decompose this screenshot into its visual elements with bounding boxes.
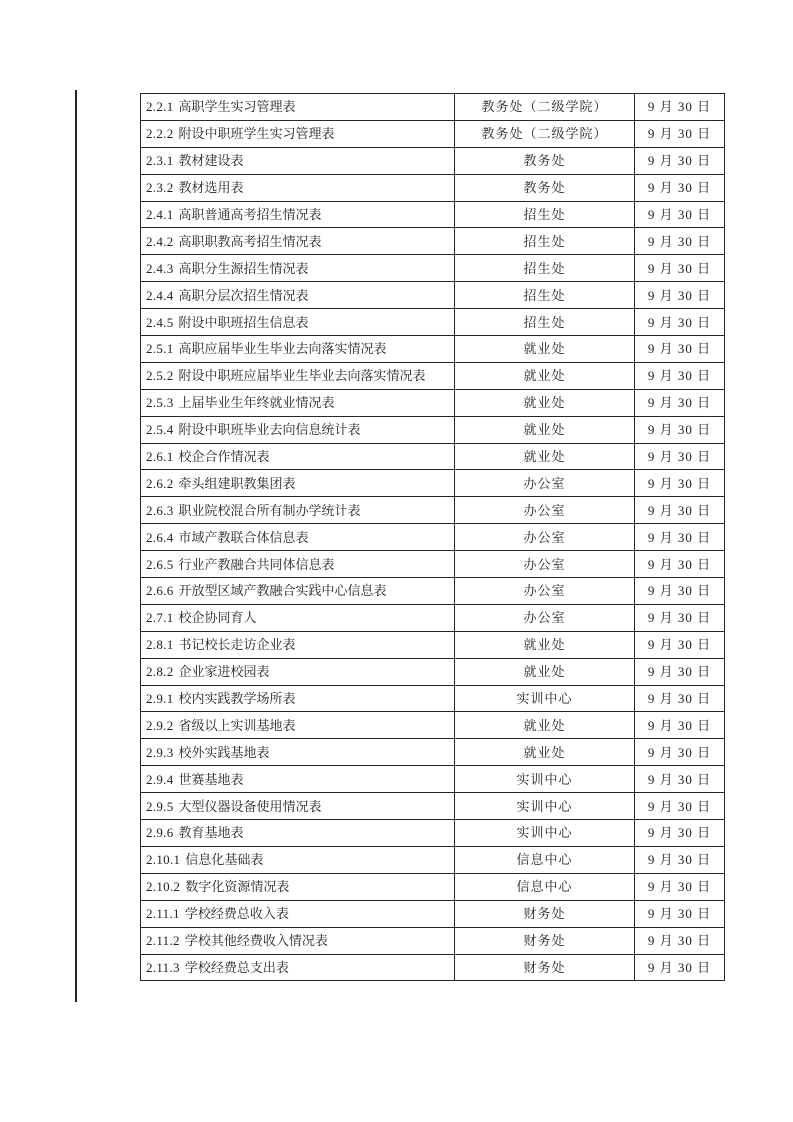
table-row xyxy=(141,712,725,739)
form-name: 高职职教高考招生情况表 xyxy=(178,233,322,249)
form-id: 2.6.2 xyxy=(146,475,174,491)
form-name: 牵头组建职教集团表 xyxy=(178,475,296,491)
deadline-cell: 9 月 30 日 xyxy=(635,954,725,981)
form-id: 2.6.5 xyxy=(146,556,174,572)
department-cell: 教务处 xyxy=(455,174,635,201)
form-cell xyxy=(141,873,455,900)
form-cell xyxy=(141,604,455,631)
department-cell: 办公室 xyxy=(455,578,635,605)
form-cell xyxy=(141,443,455,470)
department-cell: 财务处 xyxy=(455,954,635,981)
form-name: 教材选用表 xyxy=(178,180,244,196)
table-row xyxy=(141,228,725,255)
deadline-cell: 9 月 30 日 xyxy=(635,524,725,551)
form-cell xyxy=(141,900,455,927)
form-id: 2.4.5 xyxy=(146,314,174,330)
deadline-cell: 9 月 30 日 xyxy=(635,685,725,712)
outer-table-left-border-rule xyxy=(75,90,77,1002)
deadline-cell: 9 月 30 日 xyxy=(635,255,725,282)
deadline-cell: 9 月 30 日 xyxy=(635,94,725,121)
deadline-cell: 9 月 30 日 xyxy=(635,604,725,631)
form-name: 上届毕业生年终就业情况表 xyxy=(178,395,335,411)
form-cell xyxy=(141,846,455,873)
deadline-cell: 9 月 30 日 xyxy=(635,282,725,309)
deadline-cell: 9 月 30 日 xyxy=(635,846,725,873)
form-name: 教材建设表 xyxy=(178,153,244,169)
form-name: 企业家进校园表 xyxy=(178,664,270,680)
form-id: 2.6.3 xyxy=(146,502,174,518)
table-row xyxy=(141,793,725,820)
table-row xyxy=(141,389,725,416)
form-cell xyxy=(141,336,455,363)
form-id: 2.9.5 xyxy=(146,798,174,814)
form-cell xyxy=(141,954,455,981)
form-id: 2.8.1 xyxy=(146,637,174,653)
form-name: 高职分层次招生情况表 xyxy=(178,287,309,303)
department-cell: 信息中心 xyxy=(455,873,635,900)
deadline-cell: 9 月 30 日 xyxy=(635,793,725,820)
deadline-cell: 9 月 30 日 xyxy=(635,147,725,174)
department-cell: 教务处 xyxy=(455,147,635,174)
form-name: 附设中职班招生信息表 xyxy=(178,314,309,330)
form-name: 校企合作情况表 xyxy=(178,449,270,465)
form-name: 学校经费总支出表 xyxy=(184,959,289,975)
department-cell: 信息中心 xyxy=(455,846,635,873)
form-cell xyxy=(141,94,455,121)
form-id: 2.9.1 xyxy=(146,691,174,707)
department-cell: 就业处 xyxy=(455,389,635,416)
form-name: 附设中职班毕业去向信息统计表 xyxy=(178,422,361,438)
department-cell: 就业处 xyxy=(455,739,635,766)
form-id: 2.4.2 xyxy=(146,233,174,249)
deadline-cell: 9 月 30 日 xyxy=(635,820,725,847)
form-id: 2.5.4 xyxy=(146,422,174,438)
table-row xyxy=(141,927,725,954)
form-cell xyxy=(141,793,455,820)
form-name: 省级以上实训基地表 xyxy=(178,717,296,733)
table-row xyxy=(141,416,725,443)
table-row xyxy=(141,309,725,336)
table-row xyxy=(141,282,725,309)
form-cell xyxy=(141,739,455,766)
table-row xyxy=(141,255,725,282)
form-cell xyxy=(141,362,455,389)
form-id: 2.11.2 xyxy=(146,933,180,949)
department-cell: 招生处 xyxy=(455,201,635,228)
department-cell: 实训中心 xyxy=(455,685,635,712)
form-name: 校外实践基地表 xyxy=(178,744,270,760)
form-name: 学校经费总收入表 xyxy=(184,906,289,922)
table-row xyxy=(141,497,725,524)
form-cell xyxy=(141,416,455,443)
form-id: 2.5.2 xyxy=(146,368,174,384)
form-cell xyxy=(141,497,455,524)
report-forms-table-body xyxy=(141,94,725,981)
department-cell: 就业处 xyxy=(455,416,635,443)
form-name: 附设中职班学生实习管理表 xyxy=(178,126,335,142)
form-id: 2.2.2 xyxy=(146,126,174,142)
form-name: 行业产教融合共同体信息表 xyxy=(178,556,335,572)
table-row xyxy=(141,551,725,578)
table-row xyxy=(141,820,725,847)
form-name: 职业院校混合所有制办学统计表 xyxy=(178,502,361,518)
form-name: 高职学生实习管理表 xyxy=(178,99,296,115)
form-cell xyxy=(141,389,455,416)
department-cell: 办公室 xyxy=(455,551,635,578)
department-cell: 办公室 xyxy=(455,497,635,524)
form-id: 2.11.3 xyxy=(146,959,180,975)
form-name: 开放型区域产教融合实践中心信息表 xyxy=(178,583,387,599)
department-cell: 就业处 xyxy=(455,631,635,658)
deadline-cell: 9 月 30 日 xyxy=(635,309,725,336)
form-id: 2.10.1 xyxy=(146,852,181,868)
deadline-cell: 9 月 30 日 xyxy=(635,631,725,658)
department-cell: 就业处 xyxy=(455,658,635,685)
form-id: 2.5.1 xyxy=(146,341,174,357)
deadline-cell: 9 月 30 日 xyxy=(635,739,725,766)
table-row xyxy=(141,94,725,121)
form-name: 附设中职班应届毕业生毕业去向落实情况表 xyxy=(178,368,426,384)
deadline-cell: 9 月 30 日 xyxy=(635,201,725,228)
form-cell xyxy=(141,201,455,228)
form-id: 2.6.1 xyxy=(146,449,174,465)
table-row xyxy=(141,739,725,766)
table-row xyxy=(141,954,725,981)
form-cell xyxy=(141,578,455,605)
form-id: 2.9.2 xyxy=(146,717,174,733)
form-name: 大型仪器设备使用情况表 xyxy=(178,798,322,814)
table-row xyxy=(141,766,725,793)
form-cell xyxy=(141,551,455,578)
deadline-cell: 9 月 30 日 xyxy=(635,120,725,147)
form-cell xyxy=(141,228,455,255)
form-cell xyxy=(141,255,455,282)
form-id: 2.4.4 xyxy=(146,287,174,303)
department-cell: 就业处 xyxy=(455,712,635,739)
form-name: 世赛基地表 xyxy=(178,771,244,787)
form-id: 2.7.1 xyxy=(146,610,174,626)
deadline-cell: 9 月 30 日 xyxy=(635,389,725,416)
form-cell xyxy=(141,766,455,793)
table-row xyxy=(141,470,725,497)
deadline-cell: 9 月 30 日 xyxy=(635,551,725,578)
form-name: 校企协同育人 xyxy=(178,610,257,626)
department-cell: 办公室 xyxy=(455,604,635,631)
form-id: 2.8.2 xyxy=(146,664,174,680)
form-id: 2.3.2 xyxy=(146,180,174,196)
department-cell: 就业处 xyxy=(455,336,635,363)
table-row xyxy=(141,900,725,927)
table-row xyxy=(141,604,725,631)
form-id: 2.9.3 xyxy=(146,744,174,760)
deadline-cell: 9 月 30 日 xyxy=(635,174,725,201)
form-cell xyxy=(141,470,455,497)
form-cell xyxy=(141,120,455,147)
table-row xyxy=(141,685,725,712)
department-cell: 实训中心 xyxy=(455,820,635,847)
form-name: 高职分生源招生情况表 xyxy=(178,260,309,276)
deadline-cell: 9 月 30 日 xyxy=(635,766,725,793)
form-cell xyxy=(141,174,455,201)
form-name: 高职应届毕业生毕业去向落实情况表 xyxy=(178,341,387,357)
report-forms-table xyxy=(140,93,725,981)
form-id: 2.10.2 xyxy=(146,879,181,895)
department-cell: 财务处 xyxy=(455,900,635,927)
table-row xyxy=(141,201,725,228)
deadline-cell: 9 月 30 日 xyxy=(635,416,725,443)
form-name: 市域产教联合体信息表 xyxy=(178,529,309,545)
form-cell xyxy=(141,927,455,954)
table-row xyxy=(141,578,725,605)
form-name: 校内实践教学场所表 xyxy=(178,691,296,707)
form-name: 教育基地表 xyxy=(178,825,244,841)
table-row xyxy=(141,147,725,174)
form-cell xyxy=(141,524,455,551)
table-row xyxy=(141,631,725,658)
form-cell xyxy=(141,685,455,712)
form-id: 2.2.1 xyxy=(146,99,174,115)
form-name: 书记校长走访企业表 xyxy=(178,637,296,653)
deadline-cell: 9 月 30 日 xyxy=(635,228,725,255)
form-cell xyxy=(141,282,455,309)
form-id: 2.6.6 xyxy=(146,583,174,599)
form-cell xyxy=(141,309,455,336)
deadline-cell: 9 月 30 日 xyxy=(635,873,725,900)
form-id: 2.4.3 xyxy=(146,260,174,276)
department-cell: 就业处 xyxy=(455,362,635,389)
table-row xyxy=(141,362,725,389)
form-id: 2.11.1 xyxy=(146,906,180,922)
department-cell: 实训中心 xyxy=(455,793,635,820)
department-cell: 招生处 xyxy=(455,309,635,336)
form-id: 2.9.4 xyxy=(146,771,174,787)
deadline-cell: 9 月 30 日 xyxy=(635,900,725,927)
deadline-cell: 9 月 30 日 xyxy=(635,443,725,470)
department-cell: 就业处 xyxy=(455,443,635,470)
deadline-cell: 9 月 30 日 xyxy=(635,497,725,524)
form-id: 2.5.3 xyxy=(146,395,174,411)
department-cell: 办公室 xyxy=(455,470,635,497)
department-cell: 招生处 xyxy=(455,255,635,282)
table-row xyxy=(141,658,725,685)
form-id: 2.6.4 xyxy=(146,529,174,545)
form-cell xyxy=(141,820,455,847)
department-cell: 办公室 xyxy=(455,524,635,551)
form-id: 2.9.6 xyxy=(146,825,174,841)
table-row xyxy=(141,524,725,551)
table-row xyxy=(141,174,725,201)
form-cell xyxy=(141,712,455,739)
table-row xyxy=(141,846,725,873)
department-cell: 教务处（二级学院） xyxy=(455,120,635,147)
form-id: 2.4.1 xyxy=(146,207,174,222)
table-row xyxy=(141,336,725,363)
table-row xyxy=(141,120,725,147)
deadline-cell: 9 月 30 日 xyxy=(635,712,725,739)
deadline-cell: 9 月 30 日 xyxy=(635,578,725,605)
department-cell: 财务处 xyxy=(455,927,635,954)
deadline-cell: 9 月 30 日 xyxy=(635,336,725,363)
form-cell xyxy=(141,631,455,658)
table-row xyxy=(141,443,725,470)
department-cell: 招生处 xyxy=(455,228,635,255)
form-name: 数字化资源情况表 xyxy=(185,879,290,895)
department-cell: 教务处（二级学院） xyxy=(455,94,635,121)
form-name: 信息化基础表 xyxy=(185,852,264,868)
department-cell: 实训中心 xyxy=(455,766,635,793)
form-cell xyxy=(141,147,455,174)
form-name: 学校其他经费收入情况表 xyxy=(184,933,328,949)
deadline-cell: 9 月 30 日 xyxy=(635,658,725,685)
table-row xyxy=(141,873,725,900)
form-cell xyxy=(141,658,455,685)
deadline-cell: 9 月 30 日 xyxy=(635,362,725,389)
form-name: 高职普通高考招生情况表 xyxy=(178,207,322,222)
deadline-cell: 9 月 30 日 xyxy=(635,927,725,954)
deadline-cell: 9 月 30 日 xyxy=(635,470,725,497)
form-id: 2.3.1 xyxy=(146,153,174,169)
department-cell: 招生处 xyxy=(455,282,635,309)
